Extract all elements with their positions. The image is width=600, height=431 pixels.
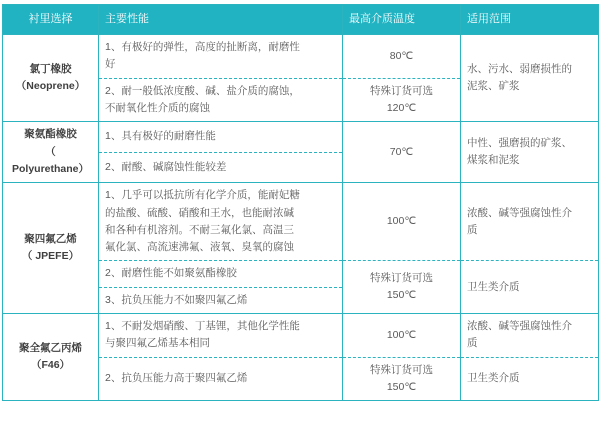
lining-name-line1: 氯丁橡胶 (29, 62, 72, 75)
performance-line2: 的盐酸、硫酸、硝酸和王水，也能耐浓碱 (105, 206, 294, 219)
temperature-line1: 80℃ (389, 49, 414, 62)
performance-line1: 1、不耐发烟硝酸、丁基锂，其他化学性能 (105, 320, 300, 333)
cell-scope (461, 261, 599, 314)
temperature-line1: 特殊订货可选 (370, 271, 433, 284)
table-header-row (3, 5, 599, 35)
cell-scope (461, 122, 599, 183)
cell-performance (99, 152, 343, 182)
table-header (3, 5, 599, 35)
lining-selection-table-page (0, 4, 600, 431)
cell-temperature (343, 78, 461, 122)
table-row (3, 314, 599, 358)
cell-lining-polyurethane (3, 122, 99, 183)
lining-name-line2: （ Polyurethane） (11, 145, 90, 175)
performance-line2: 与聚四氟乙烯基本相同 (105, 337, 210, 350)
cell-lining-f46 (3, 314, 99, 401)
cell-temperature (343, 183, 461, 261)
performance-line4: 氟化氯、高流速沸氟、液氧、臭氧的腐蚀 (105, 241, 294, 254)
cell-lining-jpefe (3, 183, 99, 314)
cell-performance (99, 314, 343, 358)
table-row (3, 122, 599, 152)
performance-line3: 和各种有机溶剂。不耐三氟化氯、高温三 (105, 223, 294, 236)
temperature-line2: 150℃ (386, 289, 417, 302)
performance-line1: 1、具有极好的耐磨性能 (105, 130, 216, 143)
performance-line1: 2、抗负压能力高于聚四氟乙烯 (105, 372, 248, 385)
performance-line1: 1、几乎可以抵抗所有化学介质，能耐妃糖 (105, 189, 300, 202)
lining-name-line1: 聚四氟乙烯 (24, 232, 77, 245)
column-header-max-temperature: 最高介质温度 (343, 5, 461, 35)
temperature-line1: 100℃ (386, 215, 417, 228)
column-header-lining: 衬里选择 (3, 5, 99, 35)
cell-lining-neoprene (3, 35, 99, 122)
temperature-line1: 100℃ (386, 328, 417, 341)
temperature-line1: 特殊订货可选 (370, 363, 433, 376)
scope-line1: 水、污水、弱磨损性的 (467, 62, 572, 75)
performance-line1: 1、有极好的弹性，高度的扯断离，耐磨性 (105, 41, 300, 53)
performance-line1: 2、耐一般低浓度酸、碱、盐介质的腐蚀， (105, 84, 300, 97)
lining-specification-table (2, 4, 599, 401)
performance-line2: 不耐氧化性介质的腐蚀 (105, 101, 210, 114)
scope-line1: 中性、强磨损的矿浆、 (467, 136, 572, 149)
temperature-line1: 特殊订货可选 (370, 84, 433, 97)
cell-scope (461, 357, 599, 401)
scope-line1: 浓酸、碱等强腐蚀性介 (467, 206, 572, 219)
scope-line1: 卫生类介质 (467, 372, 520, 385)
cell-performance (99, 261, 343, 287)
cell-performance (99, 35, 343, 79)
cell-performance (99, 78, 343, 122)
temperature-line2: 150℃ (386, 381, 417, 393)
cell-performance (99, 183, 343, 261)
table-row (3, 183, 599, 261)
column-header-performance: 主要性能 (99, 5, 343, 35)
cell-temperature (343, 122, 461, 183)
scope-line2: 质 (467, 337, 478, 350)
cell-scope (461, 314, 599, 358)
lining-name-line2: （F46） (30, 359, 71, 372)
performance-line2: 好 (105, 58, 116, 71)
cell-temperature (343, 261, 461, 314)
cell-temperature (343, 35, 461, 79)
lining-name-line2: （ JPEFE） (21, 250, 80, 263)
scope-line2: 泥浆、矿浆 (467, 80, 520, 93)
scope-line2: 煤浆和泥浆 (467, 154, 520, 167)
cell-temperature (343, 357, 461, 401)
scope-line1: 浓酸、碱等强腐蚀性介 (467, 320, 572, 333)
scope-line1: 卫生类介质 (467, 280, 520, 293)
cell-scope (461, 35, 599, 122)
cell-performance (99, 357, 343, 401)
temperature-line1: 70℃ (389, 145, 414, 158)
temperature-line2: 120℃ (386, 101, 417, 114)
performance-line1: 2、耐酸、碱腐蚀性能较差 (105, 160, 227, 173)
performance-line1: 3、抗负压能力不如聚四氟乙烯 (105, 293, 248, 306)
lining-name-line2: （Neoprene） (15, 80, 86, 93)
lining-name-line1: 聚全氟乙丙烯 (19, 341, 82, 354)
performance-line1: 2、耐磨性能不如聚氨酯橡胶 (105, 267, 237, 280)
cell-scope (461, 183, 599, 261)
cell-performance (99, 122, 343, 152)
scope-line2: 质 (467, 223, 478, 236)
cell-temperature (343, 314, 461, 358)
cell-performance (99, 287, 343, 313)
table-body (3, 35, 599, 401)
table-row (3, 35, 599, 79)
column-header-application-scope: 适用范围 (461, 5, 599, 35)
lining-name-line1: 聚氨酯橡胶 (24, 128, 77, 141)
